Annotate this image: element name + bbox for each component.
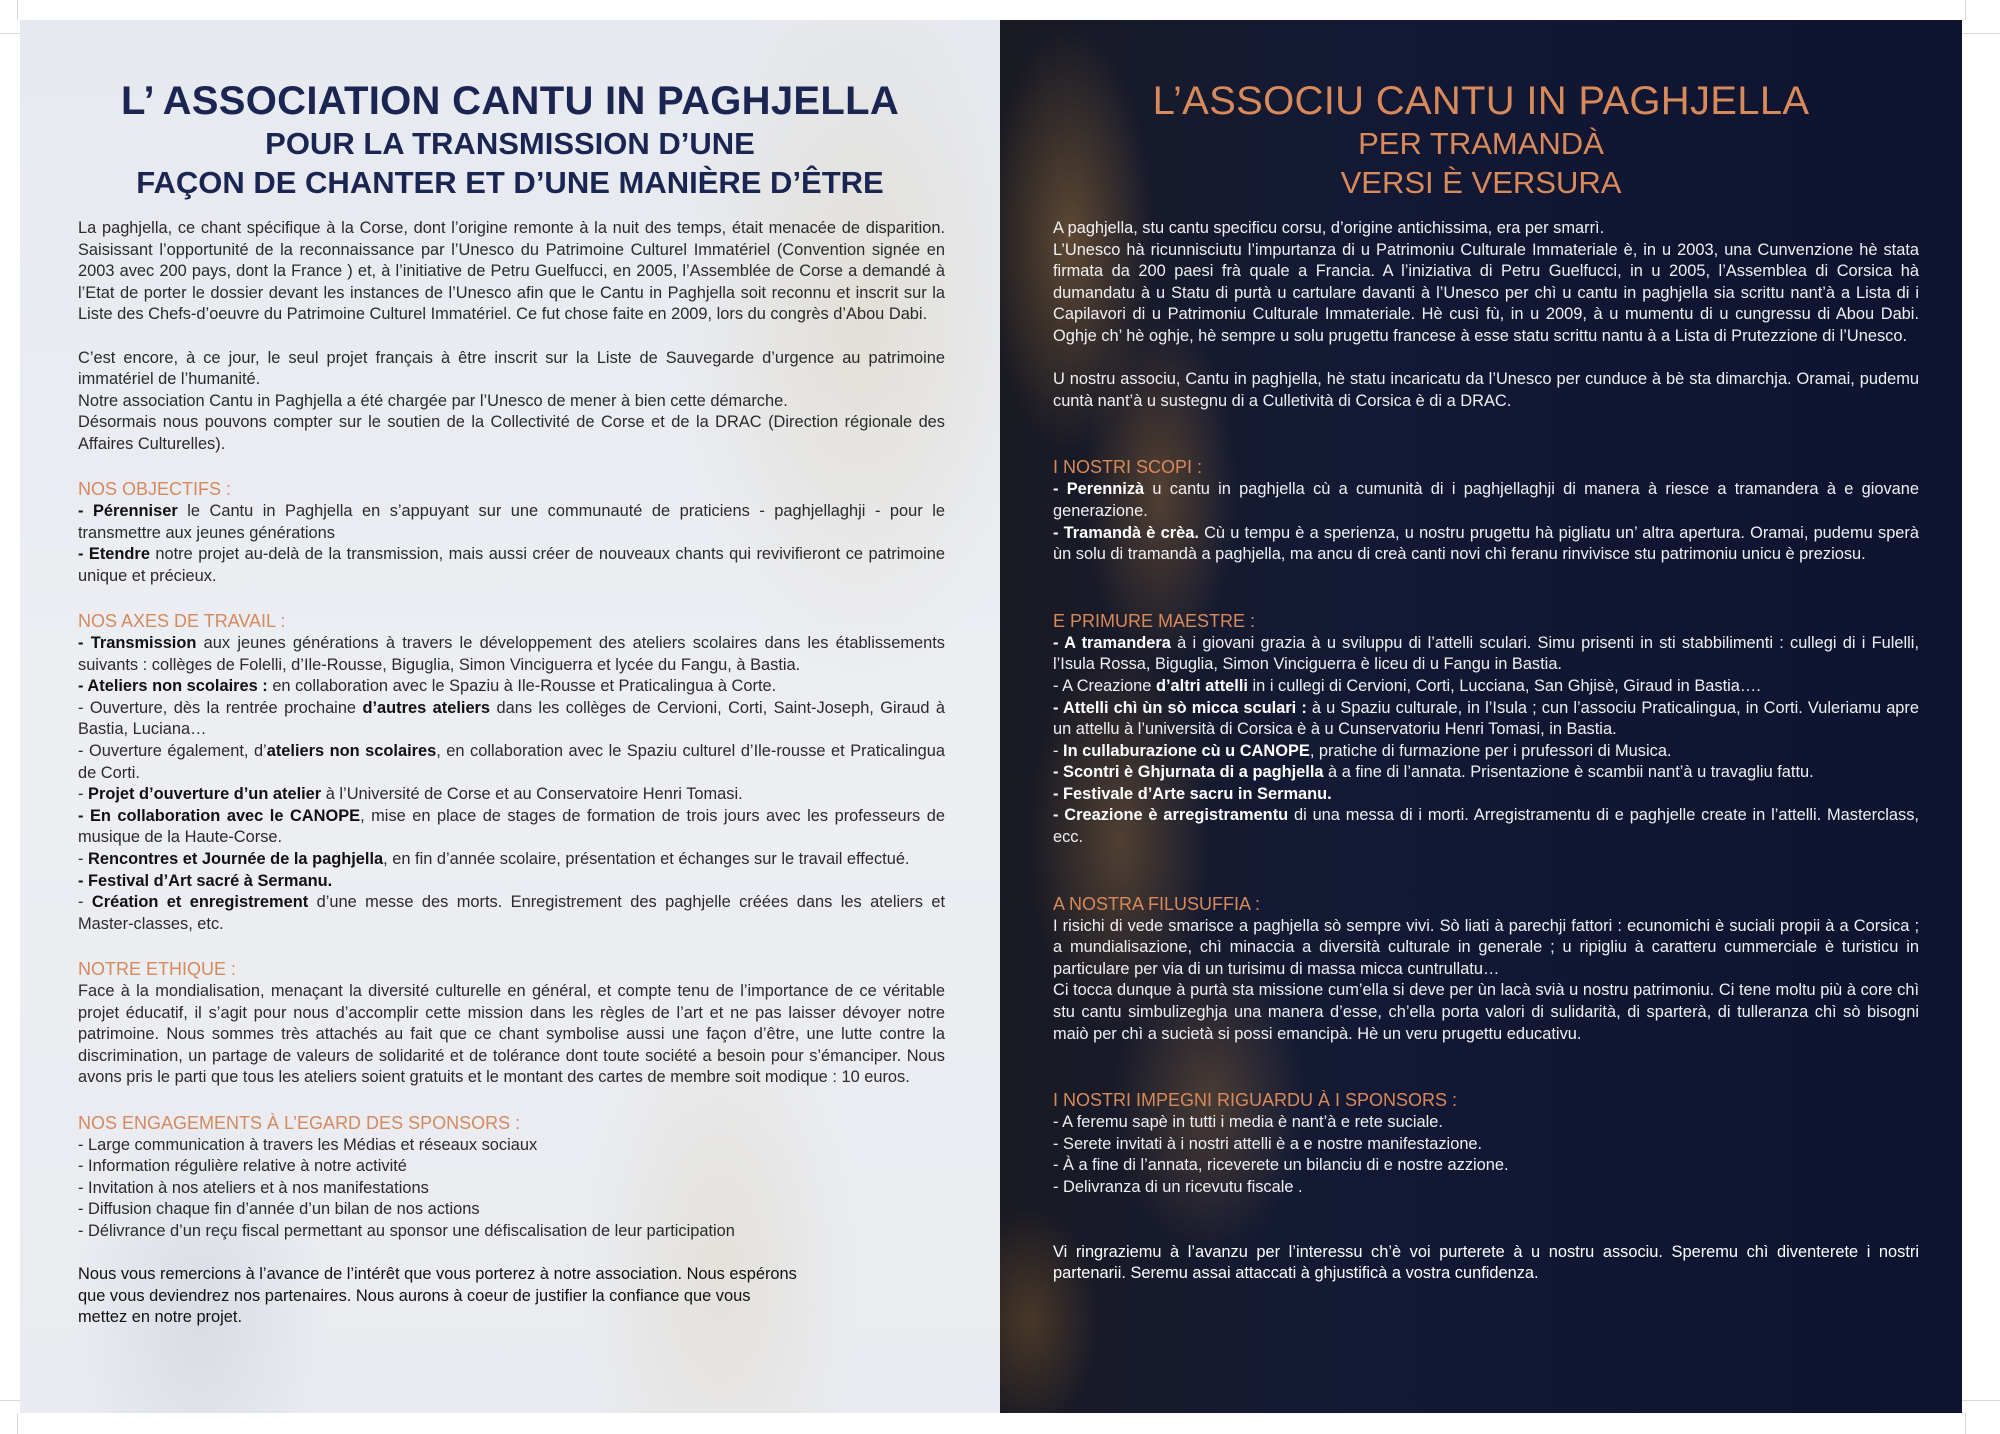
list-item: - Delivranza di un ricevutu fiscale . [1053, 1178, 1303, 1196]
crop-mark [1965, 0, 1966, 20]
intro-paragraph-2: C’est encore, à ce jour, le seul projet français à être inscrit sur la Liste de Sauvegarde d’urgence au patrimoine immatériel de l’humanité. [78, 348, 945, 389]
list-item: - Etendre notre projet au-delà de la transmission, mais aussi créer de nouveaux chants qui revivifieront ce patrimoine unique et précieux. [78, 545, 945, 585]
list-item: - Invitation à nos ateliers et à nos manifestations [78, 1178, 429, 1197]
section-heading-axes: NOS AXES DE TRAVAIL : [78, 611, 286, 632]
list-item: - A tramandera à i giovani grazia à u sviluppu di l’attelli sculari. Simu prisenti in sti stabbilimenti : cullegi di i Fulelli, l’Isula Rossa, Biguglia, Simon Vinciguerra è liceu di u Fangu in Bastia. [1053, 633, 1919, 674]
left-page-french [20, 20, 1000, 1413]
left-title-line3: FAÇON DE CHANTER ET D’UNE MANIÈRE D’ÊTRE [136, 165, 884, 200]
ethique-paragraph: Face à la mondialisation, menaçant la diversité culturelle en général, et compte tenu de l’importance de ce véritable projet éducatif, il s’agit pour nous d’accomplir cette mission dans les règles de l’art et ne pas laisser dévoyer notre patrimoine. Nous sommes très attachés au fait que ce chant symbolise aussi une façon d’être, une lutte contre la discrimination, un partage de valeurs de solidarité et de tolérance dont toute société a besoin pour s’émanciper. Nous avons pris le parti que tous les ateliers soient gratuits et le montant des cartes de membre soit modique : 10 euros. [78, 982, 945, 1087]
crop-mark [17, 1413, 18, 1434]
left-title [20, 78, 1000, 202]
list-item: - Festival d’Art sacré à Sermanu. [78, 871, 333, 890]
intro-paragraph-2: L’Unesco hà ricunnisciutu l’impurtanza di u Patrimoniu Culturale Immateriale è, in u 2003, una Cunvenzione hè stata firmata da 200 paesi frà quale a Francia. A l’iniziativa di Petru Guelfucci, in u 2005, l’Assemblea di Corsica hà dumandatu à u Statu di purtà u cartulare davanti à l’Unesco per chì u cantu in paghjella sia scrittu nant’à a Lista di i Capilavori di u Patrimoniu Culturale Immateriale. Hè cusì fù, in u 2009, à u mumentu di u cungressu di Abou Dabi. Oghje ch’ hè oghje, hè sempre u solu prugettu francese à esse statu scrittu nantu à a Lista di Prutezzione di l’Unesco. [1053, 240, 1919, 345]
list-item: - In cullaburazione cù u CANOPE, pratiche di furmazione per i prufessori di Musica. [1053, 741, 1672, 760]
section-heading-sponsors: NOS ENGAGEMENTS À L’EGARD DES SPONSORS : [78, 1112, 521, 1133]
crop-mark [0, 33, 20, 34]
list-item: - A feremu sapè in tutti i media è nant’à e rete suciale. [1053, 1113, 1443, 1132]
left-body [78, 218, 945, 1329]
list-item: - Festivale d’Arte sacru in Sermanu. [1053, 784, 1332, 803]
crop-mark [0, 1400, 20, 1401]
list-item: - Creazione è arregistramentu di una messa di i morti. Arregistramentu di e paghjelle create in l’attelli. Masterclass, ecc. [1053, 806, 1919, 847]
section-heading-maestre: E PRIMURE MAESTRE : [1053, 610, 1256, 631]
right-title-line1: L’ASSOCIU CANTU IN PAGHJELLA [1152, 79, 1810, 123]
intro-paragraph-1: A paghjella, stu cantu specificu corsu, d’origine antichissima, era per smarrì. [1053, 219, 1605, 237]
section-heading-ethique: NOTRE ETHIQUE : [78, 959, 237, 979]
intro-paragraph-4: Désormais nous pouvons compter sur le soutien de la Collectivité de Corse et de la DRAC (Direction régionale des Affaires Culturelles). [78, 413, 945, 453]
crop-mark [1962, 33, 2000, 34]
list-item: - Scontri è Ghjurnata di a paghjella à a fine di l’annata. Prisentazione è scambii nant’à u travagliu fattu. [1053, 763, 1814, 782]
section-heading-sponsors: I NOSTRI IMPEGNI RIGUARDU À I SPONSORS : [1053, 1090, 1458, 1111]
section-heading-filusuffia: A NOSTRA FILUSUFFIA : [1053, 893, 1261, 914]
section-heading-objectifs: NOS OBJECTIFS : [78, 479, 232, 500]
right-title [1000, 78, 1962, 202]
list-item: - Ouverture également, d’ateliers non scolaires, en collaboration avec le Spaziu culturel d’Ile-rousse et Praticalingua de Corti. [78, 742, 945, 782]
closing-paragraph: Vi ringraziemu à l’avanzu per l’interessu ch’è voi purterete à u nostru associu. Speremu chì diventerete i nostri partenarii. Seremu assai attaccati à ghjustificà a vostra cunfidenza. [1053, 1242, 1919, 1283]
list-item: - Rencontres et Journée de la paghjella, en fin d’année scolaire, présentation et échanges sur le travail effectué. [78, 850, 910, 869]
list-item: - Serete invitati à i nostri attelli è a e nostre manifestazione. [1053, 1134, 1483, 1153]
crop-mark [1965, 1413, 1966, 1434]
list-item: - Perennizà u cantu in paghjella cù a cumunità di i paghjellaghji di manera à riesce a tramandera à e giovane generazione. [1053, 480, 1919, 520]
section-heading-scopi: I NOSTRI SCOPI : [1053, 457, 1203, 478]
list-item: - Projet d’ouverture d’un atelier à l’Université de Corse et au Conservatoire Henri Tomasi. [78, 785, 743, 804]
intro-paragraph-3: Notre association Cantu in Paghjella a été chargée par l’Unesco de mener à bien cette démarche. [78, 391, 788, 410]
list-item: - Tramandà è crèa. Cù u tempu è a sperienza, u nostru prugettu hà pigliatu un’ altra apertura. Oramai, pudemu sperà ùn solu di tramandà a paghjella, ma ancu di creà canti novi chì feranu rinvivisce stu patrimoniu unicu è preziosu. [1053, 523, 1919, 564]
list-item: - En collaboration avec le CANOPE, mise en place de stages de formation de trois jours avec les professeurs de musique de la Haute-Corse. [78, 806, 945, 847]
filusuffia-paragraph-2: Ci tocca dunque à purtà sta missione cum’ella si deve per ùn lacà svià u nostru patrimoniu. Ci tene moltu più à core chì stu cantu simbulizeghja una manera d’esse, ch’ella porta valori di sulidarità, di sparterà, di tulleranza chì sò bisogni maiò per chì a sucietà si possi emancipà. Hè un veru prugettu educativu. [1053, 981, 1919, 1043]
list-item: - Création et enregistrement d’une messe des morts. Enregistrement des paghjelle créées dans les ateliers et Master-classes, etc. [78, 893, 945, 933]
right-title-line3: VERSI È VERSURA [1340, 165, 1622, 200]
list-item: - Délivrance d’un reçu fiscal permettant au sponsor une défiscalisation de leur participation [78, 1221, 735, 1240]
list-item: - Large communication à travers les Médias et réseaux sociaux [78, 1135, 538, 1154]
right-title-line2: PER TRAMANDÀ [1358, 126, 1604, 161]
filusuffia-paragraph-1: I risichi di vede smarisce a paghjella sò sempre vivi. Sò liati à parechji fattori : ecunomichi è suciali propii à a Corsica ; a mundialisazione, chì minaccia a diversità culturale in generale ; u ripigliu à caratteru cummerciale è turisticu in particulare per via di un turisimu di massa micca cuntrullatu… [1053, 916, 1919, 978]
list-item: - Ouverture, dès la rentrée prochaine d’autres ateliers dans les collèges de Cervioni, Corti, Saint-Joseph, Giraud à Bastia, Luciana… [78, 698, 945, 739]
closing-paragraph: Nous vous remercions à l’avance de l’intérêt que vous porterez à notre association. Nous espérons que vous deviendrez nos partenaires. Nous aurons à coeur de justifier la confiance que vous mettez en notre projet. [78, 1265, 797, 1327]
list-item: - Pérenniser le Cantu in Paghjella en s’appuyant sur une communauté de praticiens - paghjellaghji - pour le transmettre aux jeunes générations [78, 502, 945, 542]
crop-mark [17, 0, 18, 20]
crop-mark [1962, 1400, 2000, 1401]
list-item: - Transmission aux jeunes générations à travers le développement des ateliers scolaires dans les établissements suivants : collèges de Folelli, d’Ile-Rousse, Biguglia, Simon Vinciguerra et lycée du Fangu, à Bastia. [78, 634, 945, 674]
right-page-corsican [1000, 20, 1962, 1413]
list-item: - Ateliers non scolaires : en collaboration avec le Spaziu à Ile-Rousse et Praticalingua à Corte. [78, 677, 777, 696]
list-item: - Diffusion chaque fin d’année d’un bilan de nos actions [78, 1200, 480, 1219]
intro-paragraph-3: U nostru associu, Cantu in paghjella, hè statu incaricatu da l’Unesco per cunduce à bè sta dimarchja. Oramai, pudemu cuntà nant’à u sustegnu di a Culletività di Corsica è di a DRAC. [1053, 370, 1919, 410]
list-item: - À a fine di l’annata, riceverete un bilanciu di e nostre azzione. [1053, 1156, 1509, 1175]
intro-paragraph-1: La paghjella, ce chant spécifique à la Corse, dont l’origine remonte à la nuit des temps, était menacée de disparition. Saisissant l’opportunité de la reconnaissance par l’Unesco du Patrimoine Culturel Immatériel (Convention signée en 2003 avec 200 pays, dont la France ) et, à l’initiative de Petru Guelfucci, en 2005, l’Assemblée de Corse a demandé à l’Etat de porter le dossier devant les instances de l’Unesco afin que le Cantu in Paghjella soit reconnu et inscrit sur la Liste des Chefs-d’oeuvre du Patrimoine Culturel Immatériel. Ce fut chose faite en 2009, lors du congrès d’Abou Dabi. [78, 219, 945, 324]
list-item: - Information régulière relative à notre activité [78, 1157, 407, 1176]
list-item: - Attelli chì ùn sò micca sculari : à u Spaziu culturale, in l’Isula ; cun l’associu Praticalingua, in Corti. Vuleriamu apre un attellu à l’università di Corsica è à u Cunservatoriu Henri Tomasi, in Bastia. [1053, 698, 1920, 739]
left-title-line2: POUR LA TRANSMISSION D’UNE [265, 126, 755, 161]
list-item: - A Creazione d’altri attelli in i cullegi di Cervioni, Corti, Lucciana, San Ghjisè, Giraud in Bastia…. [1053, 676, 1761, 695]
left-title-line1: L’ ASSOCIATION CANTU IN PAGHJELLA [120, 79, 900, 123]
right-body [1053, 218, 1919, 1285]
